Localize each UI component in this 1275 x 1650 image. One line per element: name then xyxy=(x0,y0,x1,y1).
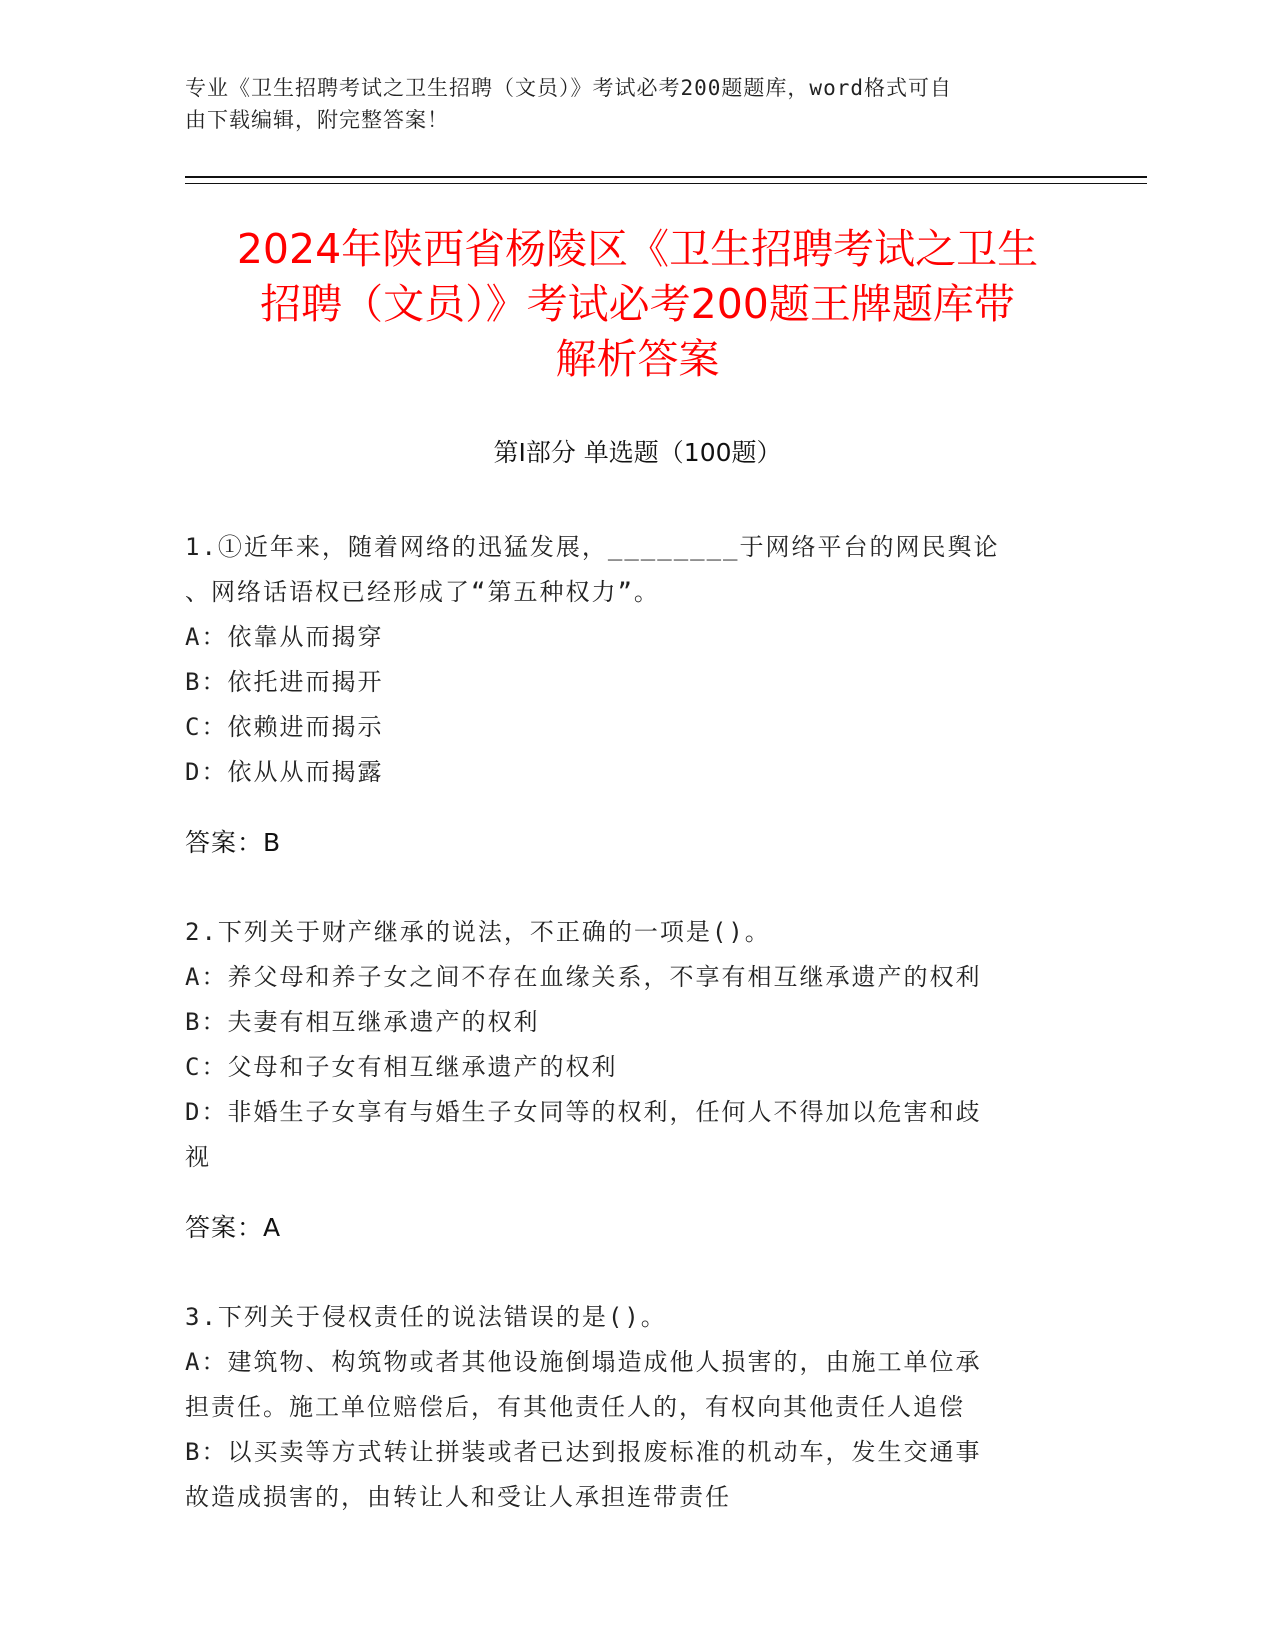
header-note-line2: 由下载编辑，附完整答案！ xyxy=(185,108,449,132)
question-2 xyxy=(185,910,1075,1250)
question-stem-line: 、网络话语权已经形成了“第五种权力”。 xyxy=(185,578,660,606)
question-stem-line: 1.①近年来，随着网络的迅猛发展，________于网络平台的网民舆论 xyxy=(185,533,1000,561)
document-title-line3: 解析答案 xyxy=(555,335,720,383)
option-b: B：以买卖等方式转让拼装或者已达到报废标准的机动车，发生交通事 xyxy=(185,1438,982,1466)
option-d: D：非婚生子女享有与婚生子女同等的权利，任何人不得加以危害和歧 xyxy=(185,1098,982,1126)
header-note xyxy=(185,72,1065,136)
option-a-continued: 担责任。施工单位赔偿后，有其他责任人的，有权向其他责任人追偿 xyxy=(185,1393,965,1421)
option-c: C：父母和子女有相互继承遗产的权利 xyxy=(185,1053,618,1081)
option-a: A：依靠从而揭穿 xyxy=(185,623,384,651)
document-title-line1: 2024年陕西省杨陵区《卫生招聘考试之卫生 xyxy=(236,225,1039,273)
question-stem-line: 3.下列关于侵权责任的说法错误的是()。 xyxy=(185,1303,667,1331)
option-a: A：养父母和养子女之间不存在血缘关系，不享有相互继承遗产的权利 xyxy=(185,963,982,991)
question-stem-line: 2.下列关于财产继承的说法，不正确的一项是()。 xyxy=(185,918,771,946)
option-c: C：依赖进而揭示 xyxy=(185,713,384,741)
document-title-line2: 招聘（文员）》考试必考200题王牌题库带 xyxy=(260,280,1015,328)
header-divider-thin xyxy=(185,183,1147,184)
answer: 答案：A xyxy=(185,1213,282,1242)
header-divider-thick xyxy=(185,176,1147,178)
question-list xyxy=(185,525,1075,1565)
question-1 xyxy=(185,525,1075,865)
option-b: B：依托进而揭开 xyxy=(185,668,384,696)
document-title xyxy=(170,222,1105,387)
option-b: B：夫妻有相互继承遗产的权利 xyxy=(185,1008,540,1036)
option-d-continued: 视 xyxy=(185,1143,211,1171)
section-title: 第Ⅰ部分 单选题（100题） xyxy=(493,438,782,467)
question-3 xyxy=(185,1295,1075,1520)
header-note-line1: 专业《卫生招聘考试之卫生招聘（文员）》考试必考200题题库，word格式可自 xyxy=(185,76,952,100)
option-b-continued: 故造成损害的，由转让人和受让人承担连带责任 xyxy=(185,1483,731,1511)
answer: 答案：B xyxy=(185,828,282,857)
option-a: A：建筑物、构筑物或者其他设施倒塌造成他人损害的，由施工单位承 xyxy=(185,1348,982,1376)
option-d: D：依从从而揭露 xyxy=(185,758,384,786)
